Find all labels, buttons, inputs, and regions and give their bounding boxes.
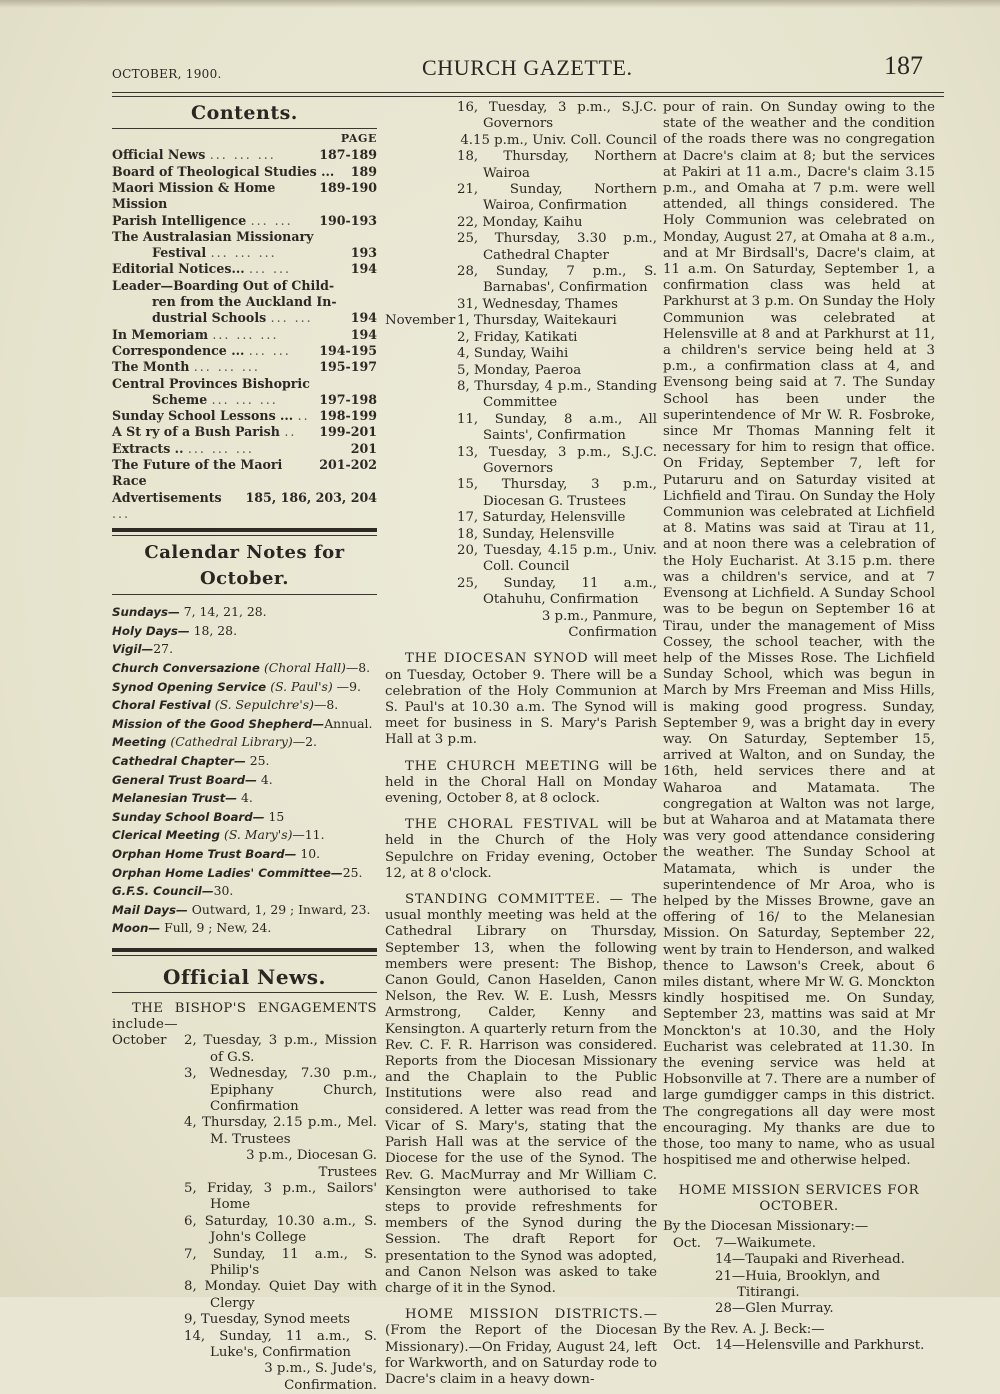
calendar-item: Melanesian Trust— 4. [112, 790, 253, 806]
service-item: 14—Taupaki and Riverhead. [715, 1252, 905, 1268]
contents-item[interactable]: Central Provinces Bishopric Scheme ... ... ... 197-198 [112, 375, 377, 407]
engagement-entry: 11, Sunday, 8 a.m., All Saints', Confirmation [457, 411, 657, 444]
notice-church-meeting: THE CHURCH MEETING will be held in the Choral Hall on Monday evening, October 8, at 8 oclock. [385, 758, 657, 807]
engagement-entry: 3 p.m., S. Jude's, Confirmation. [264, 1361, 377, 1393]
engagement-list [184, 1033, 377, 1394]
header-rule-double [112, 96, 944, 97]
page-number: 187 [884, 51, 923, 80]
engagement-entry: 15, Thursday, 3 p.m., Diocesan G. Trustees [457, 477, 657, 509]
contents-item[interactable]: Parish Intelligence ... ... 190-193 [112, 212, 377, 228]
contents-item[interactable]: Official News ... ... ... 187-189 [112, 147, 377, 163]
service-item: 21—Huia, Brooklyn, and Titirangi. [715, 1268, 880, 1301]
engagement-entry: 7, Sunday, 11 a.m., S. Philip's [184, 1246, 377, 1279]
publication-title: CHURCH GAZETTE. [422, 55, 633, 80]
engagement-entry: 25, Thursday, 3.30 p.m., Cathedral Chapter [457, 231, 657, 263]
home-mission-services-heading: HOME MISSION SERVICES FOR OCTOBER. [678, 1183, 920, 1215]
contents-item[interactable]: Advertisements ... 185, 186, 203, 204 [112, 489, 377, 521]
left-column [112, 100, 377, 1394]
contents-item[interactable]: Leader—Boarding Out of Child- ren from the Auckland In- dustrial Schools ... ... 194 [112, 277, 377, 326]
calendar-item: Cathedral Chapter— 25. [112, 752, 270, 768]
calendar-item: General Trust Board— 4. [112, 771, 273, 787]
service-item: Oct. 14—Helensville and Parkhurst. [673, 1338, 925, 1354]
engagement-entry: 25, Sunday, 11 a.m., Otahuhu, Confirmation [457, 575, 657, 608]
calendar-item: Mission of the Good Shepherd—Annual. [112, 715, 373, 731]
middle-column [385, 100, 657, 1388]
group-label: By the Rev. A. J. Beck:— [663, 1321, 825, 1337]
calendar-item: Mail Days— Outward, 1, 29 ; Inward, 23. [112, 901, 371, 917]
calendar-item: Church Conversazione (Choral Hall)—8. [112, 660, 371, 676]
service-item: 28—Glen Murray. [715, 1301, 834, 1317]
engagement-entry: 5, Monday, Paeroa [457, 362, 582, 378]
divider [112, 128, 377, 129]
section-divider-thick [112, 948, 377, 952]
divider [112, 992, 377, 993]
contents-item[interactable]: Sunday School Lessons ... .. 198-199 [112, 408, 377, 424]
engagement-entry: 22, Monday, Kaihu [457, 214, 583, 230]
engagement-entry: 9, Tuesday, Synod meets [184, 1312, 351, 1328]
contents-item[interactable]: The Australasian Missionary Festival ... ... ... 193 [112, 228, 377, 261]
contents-item[interactable]: The Future of the Maori Race 201-202 [112, 457, 377, 489]
engagement-entry: 18, Thursday, Northern Wairoa [457, 149, 657, 181]
calendar-heading: Calendar Notes for October. [144, 542, 345, 590]
section-divider-thin [112, 955, 377, 956]
engagements-october-continued [385, 100, 657, 313]
engagement-entry: 4, Thursday, 2.15 p.m., Mel. M. Trustees [184, 1115, 377, 1147]
services-list [663, 1236, 935, 1318]
group-label: By the Diocesan Missionary:— [663, 1219, 869, 1235]
engagement-entry: 13, Tuesday, 3 p.m., S.J.C. Governors [457, 444, 657, 476]
notice-home-mission-districts: HOME MISSION DISTRICTS.—(From the Report of the Diocesan Missionary).—On Friday, August 24, left for Warkworth, and on Saturday rode to Dacre's claim in a heavy down- [385, 1307, 657, 1387]
engagement-entry: 18, Sunday, Helensville [457, 526, 615, 542]
calendar-item: Sundays— 7, 14, 21, 28. [112, 604, 267, 620]
services-list [663, 1338, 935, 1354]
engagement-entry: 3, Wednesday, 7.30 p.m., Epiphany Church, Confirmation [184, 1066, 377, 1114]
calendar-item: Orphan Home Ladies' Committee—25. [112, 864, 363, 880]
calendar-item: Choral Festival (S. Sepulchre's)—8. [112, 697, 339, 713]
month-label: October [112, 1033, 167, 1049]
calendar-item: Orphan Home Trust Board— 10. [112, 845, 321, 861]
engagement-entry: 2, Tuesday, 3 p.m., Mission of G.S. [184, 1033, 377, 1065]
running-head [112, 51, 942, 85]
home-mission-districts-continued: pour of rain. On Sunday owing to the state of the weather and the condition of the roads there was no congregation at Dacre's claim at 8; but the services at Pakiri at 11 a.m., Dacre's claim 3.15 p.m., and Omaha at 7 p.m. were well attended, all things considered. The Holy Communion was celebrated on Monday, August 27, at Omaha at 8 a.m., and at Mr Birdsall's, Dacre's claim, at 11 a.m. On Saturday, September 1, a confirmation class was held at Parkhurst at 3 p.m. On Sunday the Holy Communion was celebrated at Helensville at 8 and at Parkhurst at 11, a children's service being held at 3 p.m., a confirmation class at 4, and Evensong being said at 7. The Sunday School has been under the superintendence of Mr W. R. Fosbroke, since Mr Thomas Manning felt it necessary for him to resign that office. On Friday, September 7, left for Putaruru and on Saturday visited at Lichfield and Tirau. On Sunday the Holy Communion was celebrated at Lichfield at 8. Matins was said at Tirau at 11, and at noon there was a celebration of the Holy Eucharist. At 3.15 p.m. there was a children's service, and at 7 Evensong at Lichfield. A Sunday School was to be begun on September 16 at Tirau, under the management of Miss Cossey, the school teacher, with the help of the Misses Rose. The Lichfield Sunday School, which was begun in March by Mrs Freeman and Miss Hills, is making good progress. Sunday, September 9, was a bright day in every way. On Saturday, September 15, arrived at Walton, and on Sunday, the 16th, held services there and at Waharoa and Matamata. The congregation at Walton was not large, but at Waharoa and at Matamata there was very good attendance considering the weather. The Sunday School at Matamata, which is under the superintendence of Mr Aroa, who is helped by the Misses Browne, gave an offering of 16/ to the Melanesian Mission. On Saturday, September 22, went by train to Henderson, and walked thence to Lawson's Creek, about 6 miles distant, where Mr W. G. Monckton kindly hospitised me. On Sunday, September 23, mattins was said at Mr Monckton's at 10.30, and the Holy Eucharist was celebrated at 11.30. In the evening service was held at Hobsonville at 7. There are a number of large gumdigger camps in this district. The congregations all day were most encouraging. My thanks are due to those, too many to name, who as usual hospitised me and otherwise helped. [663, 100, 935, 1169]
contents-item[interactable]: Board of Theological Studies ... 189 [112, 163, 377, 179]
engagement-entry: 14, Sunday, 11 a.m., S. Luke's, Confirmation [184, 1328, 377, 1361]
contents-item[interactable]: A St ry of a Bush Parish .. 199-201 [112, 424, 377, 440]
engagement-entry: 16, Tuesday, 3 p.m., S.J.C. Governors [457, 100, 657, 132]
engagement-entry: 31, Wednesday, Thames [457, 296, 618, 312]
month-label: November [385, 313, 456, 329]
engagement-entry: 8, Monday. Quiet Day with Clergy [184, 1279, 377, 1311]
notice-diocesan-synod: THE DIOCESAN SYNOD will meet on Tuesday, October 9. There will be a celebration of the Holy Communion at S. Paul's at 10.30 a.m. The Synod will meet for business in S. Mary's Parish Hall at 3 p.m. [385, 651, 657, 748]
contents-item[interactable]: In Memoriam ... ... ... 194 [112, 326, 377, 342]
calendar-item: Sunday School Board— 15 [112, 808, 285, 824]
contents-item[interactable]: The Month ... ... ... 195-197 [112, 359, 377, 375]
calendar-item: Clerical Meeting (S. Mary's)—11. [112, 827, 325, 843]
header-rule [112, 92, 944, 93]
divider [112, 594, 377, 595]
notice-choral-festival: THE CHORAL FESTIVAL will be held in the Church of the Holy Sepulchre on Friday evening, October 12, at 8 o'clock. [385, 817, 657, 881]
engagement-entry: 28, Sunday, 7 p.m., S. Barnabas', Confirmation [457, 264, 657, 296]
contents-list [112, 147, 377, 522]
calendar-item: Holy Days— 18, 28. [112, 622, 238, 638]
engagement-entry: 6, Saturday, 10.30 a.m., S. John's College [184, 1213, 377, 1246]
page-edge-shadow [0, 0, 1000, 8]
engagement-entry: 5, Friday, 3 p.m., Sailors' Home [184, 1180, 377, 1213]
engagement-list [457, 100, 657, 313]
engagement-entry: 3 p.m., Diocesan G. Trustees [246, 1148, 377, 1180]
section-divider-thin [112, 535, 377, 536]
engagement-entry: 8, Thursday, 4 p.m., Standing Committee [457, 378, 657, 411]
engagement-entry: 1, Thursday, Waitekauri [457, 313, 617, 329]
engagement-entry: 4, Sunday, Waihi [457, 346, 569, 362]
engagement-entry: 17, Saturday, Helensville [457, 510, 626, 526]
engagements-november [385, 313, 657, 641]
section-divider-thick [112, 528, 377, 532]
calendar-list [112, 603, 377, 938]
contents-item[interactable]: Maori Mission & Home Mission 189-190 [112, 180, 377, 212]
contents-item[interactable]: Extracts .. ... ... ... 201 [112, 440, 377, 456]
engagement-list [457, 313, 657, 641]
contents-item[interactable]: Editorial Notices... ... ... 194 [112, 261, 377, 277]
contents-heading: Contents. [191, 102, 298, 124]
calendar-item: Synod Opening Service (S. Paul's) —9. [112, 678, 361, 694]
engagement-entry: 2, Friday, Katikati [457, 329, 578, 345]
calendar-item: Moon— Full, 9 ; New, 24. [112, 920, 272, 936]
calendar-item: Meeting (Cathedral Library)—2. [112, 734, 317, 750]
engagement-entry: 3 p.m., Panmure, Confirmation [541, 608, 657, 640]
engagement-entry: 4.15 p.m., Univ. Coll. Council [460, 132, 657, 148]
issue-date: OCTOBER, 1900. [112, 67, 222, 81]
notice-standing-committee: STANDING COMMITTEE. — The usual monthly meeting was held at the Cathedral Library on Thursday, September 13, when the following members were present: The Bishop, Canon Gould, Canon Haselden, Canon Nelson, the Rev. W. E. Lush, Messrs Armstrong, Calder, Kenny and Kensington. A quarterly return from the Rev. C. F. R. Harrison was considered. Reports from the Diocesan Missionary and the Chaplain to the Public Institutions were also read and considered. A letter was read from the Vicar of S. Mary's, stating that the Parish Hall was at the service of the Diocese for the use of the Synod. The Rev. G. MacMurray and Mr William C. Kensington were authorised to take steps to provide refreshments for members of the Synod during the Session. The draft Report for presentation to the Synod was adopted, and Canon Nelson was asked to take charge of it in the Synod. [385, 892, 657, 1296]
right-column [663, 100, 935, 1355]
contents-page-label: PAGE [340, 132, 377, 145]
service-item: Oct. 7—Waikumete. [673, 1235, 816, 1251]
engagement-entry: 21, Sunday, Northern Wairoa, Confirmation [457, 182, 657, 214]
contents-item[interactable]: Correspondence ... ... ... 194-195 [112, 342, 377, 358]
engagements-intro: THE BISHOP'S ENGAGEMENTS include— [112, 1000, 377, 1033]
engagement-entry: 20, Tuesday, 4.15 p.m., Univ. Coll. Council [457, 542, 657, 575]
calendar-item: Vigil—27. [112, 641, 174, 657]
calendar-item: G.F.S. Council—30. [112, 883, 234, 899]
engagements-october [112, 1033, 377, 1394]
official-news-heading: Official News. [163, 964, 326, 989]
